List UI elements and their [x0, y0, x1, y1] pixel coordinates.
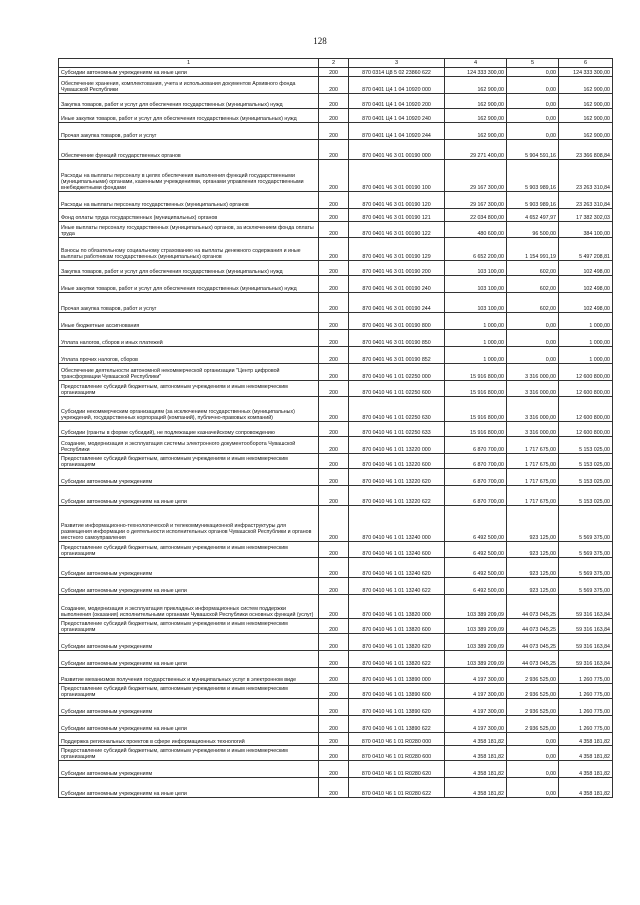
row-budget-code: 870 0410 Ч6 1 01 13240 620 — [349, 558, 445, 578]
row-admin-code: 200 — [319, 761, 349, 778]
row-executed-amount: 923 125,00 — [507, 542, 559, 558]
row-plan-amount: 15 916 800,00 — [445, 422, 507, 437]
row-admin-code: 200 — [319, 684, 349, 699]
row-executed-amount: 0,00 — [507, 778, 559, 798]
row-admin-code: 200 — [319, 578, 349, 595]
row-name: Иные закупки товаров, работ и услуг для обеспечения государственных (муниципальных) нужд — [59, 109, 319, 123]
row-name: Создание, модернизация и эксплуатация системы электронного документооборота Чувашской Республики — [59, 437, 319, 454]
row-name: Субсидии автономным учреждениям — [59, 761, 319, 778]
row-plan-amount: 103 389 209,09 — [445, 595, 507, 619]
row-budget-code: 870 0410 Ч6 1 01 02250 633 — [349, 422, 445, 437]
row-executed-amount: 0,00 — [507, 94, 559, 109]
row-remaining-amount: 162 900,00 — [559, 109, 613, 123]
table-row — [59, 347, 613, 364]
row-executed-amount: 4 652 497,97 — [507, 209, 559, 222]
row-admin-code: 200 — [319, 651, 349, 668]
row-admin-code: 200 — [319, 542, 349, 558]
row-plan-amount: 124 333 300,00 — [445, 68, 507, 77]
row-budget-code: 870 0314 Ц8 5 02 23860 622 — [349, 68, 445, 77]
table-row — [59, 192, 613, 209]
table-row — [59, 364, 613, 381]
table-row — [59, 397, 613, 422]
row-executed-amount: 602,00 — [507, 261, 559, 276]
row-budget-code: 870 0410 Ч6 1 01 13820 000 — [349, 595, 445, 619]
row-budget-code: 870 0401 Ч6 3 01 00190 120 — [349, 192, 445, 209]
row-remaining-amount: 1 260 775,00 — [559, 699, 613, 716]
row-plan-amount: 29 167 300,00 — [445, 160, 507, 192]
row-executed-amount: 1 717 675,00 — [507, 469, 559, 486]
row-remaining-amount: 23 263 310,84 — [559, 192, 613, 209]
row-name: Поддержка региональных проектов в сфере информационных технологий — [59, 733, 319, 746]
row-remaining-amount: 12 600 800,00 — [559, 364, 613, 381]
row-name: Субсидии некоммерческим организациям (за исключением государственных (муниципальных) учреждений, государственных корпораций (компаний), публично-правовых компаний) — [59, 397, 319, 422]
table-row — [59, 222, 613, 238]
row-budget-code: 870 0410 Ч6 1 01 02250 600 — [349, 381, 445, 397]
row-remaining-amount: 17 382 302,03 — [559, 209, 613, 222]
row-remaining-amount: 59 316 163,84 — [559, 634, 613, 651]
row-plan-amount: 1 000,00 — [445, 313, 507, 330]
row-admin-code: 200 — [319, 634, 349, 651]
row-budget-code: 870 0410 Ч6 1 01 R0280 622 — [349, 778, 445, 798]
table-row — [59, 668, 613, 684]
row-admin-code: 200 — [319, 347, 349, 364]
row-name: Расходы на выплаты персоналу государственных (муниципальных) органов — [59, 192, 319, 209]
row-name: Закупка товаров, работ и услуг для обеспечения государственных (муниципальных) нужд — [59, 94, 319, 109]
row-admin-code: 200 — [319, 293, 349, 313]
row-admin-code: 200 — [319, 746, 349, 761]
row-admin-code: 200 — [319, 486, 349, 506]
row-admin-code: 200 — [319, 595, 349, 619]
row-remaining-amount: 59 316 163,84 — [559, 651, 613, 668]
row-plan-amount: 4 358 181,82 — [445, 761, 507, 778]
row-admin-code: 200 — [319, 192, 349, 209]
table-row — [59, 651, 613, 668]
row-budget-code: 870 0410 Ч6 1 01 13220 622 — [349, 486, 445, 506]
row-plan-amount: 6 870 700,00 — [445, 437, 507, 454]
row-executed-amount: 3 316 000,00 — [507, 364, 559, 381]
row-budget-code: 870 0410 Ч6 1 01 13890 620 — [349, 699, 445, 716]
row-plan-amount: 6 870 700,00 — [445, 486, 507, 506]
row-admin-code: 200 — [319, 619, 349, 634]
row-name: Предоставление субсидий бюджетным, автономным учреждениям и иным некоммерческим организациям — [59, 684, 319, 699]
table-row — [59, 160, 613, 192]
row-name: Субсидии автономным учреждениям — [59, 469, 319, 486]
row-remaining-amount: 5 153 025,00 — [559, 454, 613, 469]
row-name: Субсидии автономным учреждениям — [59, 699, 319, 716]
row-remaining-amount: 12 600 800,00 — [559, 422, 613, 437]
table-row — [59, 261, 613, 276]
row-budget-code: 870 0401 Ц4 1 04 10920 200 — [349, 94, 445, 109]
row-budget-code: 870 0410 Ч6 1 01 13820 620 — [349, 634, 445, 651]
row-budget-code: 870 0410 Ч6 1 01 13220 620 — [349, 469, 445, 486]
row-plan-amount: 162 900,00 — [445, 109, 507, 123]
row-plan-amount: 4 358 181,82 — [445, 746, 507, 761]
row-plan-amount: 1 000,00 — [445, 347, 507, 364]
table-row — [59, 313, 613, 330]
row-plan-amount: 29 271 400,00 — [445, 140, 507, 160]
row-name: Обеспечение деятельности автономной некоммерческой организации "Центр цифровой трансформации Чувашской Республики" — [59, 364, 319, 381]
column-header: 4 — [445, 59, 507, 68]
row-plan-amount: 4 358 181,82 — [445, 733, 507, 746]
row-budget-code: 870 0410 Ч6 1 01 13820 600 — [349, 619, 445, 634]
row-admin-code: 200 — [319, 68, 349, 77]
table-row — [59, 94, 613, 109]
row-budget-code: 870 0410 Ч6 1 01 02250 000 — [349, 364, 445, 381]
row-executed-amount: 1 717 675,00 — [507, 486, 559, 506]
table-row — [59, 469, 613, 486]
row-remaining-amount: 23 263 310,84 — [559, 160, 613, 192]
row-executed-amount: 923 125,00 — [507, 558, 559, 578]
row-budget-code: 870 0410 Ч6 1 01 13240 600 — [349, 542, 445, 558]
row-budget-code: 870 0410 Ч6 1 01 13240 000 — [349, 506, 445, 542]
row-admin-code: 200 — [319, 778, 349, 798]
table-row — [59, 578, 613, 595]
table-header-row — [59, 59, 613, 68]
row-executed-amount: 44 073 045,25 — [507, 634, 559, 651]
row-name: Субсидии автономным учреждениям — [59, 558, 319, 578]
row-remaining-amount: 5 569 375,00 — [559, 542, 613, 558]
row-name: Закупка товаров, работ и услуг для обеспечения государственных (муниципальных) нужд — [59, 261, 319, 276]
column-header: 1 — [59, 59, 319, 68]
row-remaining-amount: 59 316 163,84 — [559, 619, 613, 634]
row-remaining-amount: 5 153 025,00 — [559, 437, 613, 454]
row-budget-code: 870 0410 Ч6 1 01 13820 622 — [349, 651, 445, 668]
row-remaining-amount: 102 498,00 — [559, 276, 613, 293]
row-budget-code: 870 0410 Ч6 1 01 R0280 600 — [349, 746, 445, 761]
row-plan-amount: 480 600,00 — [445, 222, 507, 238]
row-plan-amount: 6 870 700,00 — [445, 469, 507, 486]
row-name: Уплата прочих налогов, сборов — [59, 347, 319, 364]
row-admin-code: 200 — [319, 668, 349, 684]
row-remaining-amount: 102 498,00 — [559, 293, 613, 313]
row-executed-amount: 0,00 — [507, 68, 559, 77]
row-admin-code: 200 — [319, 469, 349, 486]
row-budget-code: 870 0401 Ц4 1 04 10920 000 — [349, 77, 445, 94]
row-executed-amount: 3 316 000,00 — [507, 422, 559, 437]
row-executed-amount: 2 936 525,00 — [507, 668, 559, 684]
row-plan-amount: 6 870 700,00 — [445, 454, 507, 469]
row-budget-code: 870 0401 Ч6 3 01 00190 852 — [349, 347, 445, 364]
row-name: Предоставление субсидий бюджетным, автономным учреждениям и иным некоммерческим организациям — [59, 454, 319, 469]
row-admin-code: 200 — [319, 397, 349, 422]
row-remaining-amount: 4 358 181,82 — [559, 778, 613, 798]
row-plan-amount: 103 389 209,09 — [445, 619, 507, 634]
row-executed-amount: 5 904 591,16 — [507, 140, 559, 160]
row-remaining-amount: 5 569 375,00 — [559, 578, 613, 595]
row-plan-amount: 103 100,00 — [445, 261, 507, 276]
row-plan-amount: 6 652 200,00 — [445, 238, 507, 261]
row-budget-code: 870 0401 Ч6 3 01 00190 122 — [349, 222, 445, 238]
row-plan-amount: 15 916 800,00 — [445, 381, 507, 397]
table-row — [59, 558, 613, 578]
table-row — [59, 761, 613, 778]
row-plan-amount: 15 916 800,00 — [445, 397, 507, 422]
row-remaining-amount: 102 498,00 — [559, 261, 613, 276]
row-executed-amount: 3 316 000,00 — [507, 381, 559, 397]
row-remaining-amount: 1 000,00 — [559, 330, 613, 347]
row-name: Расходы на выплаты персоналу в целях обеспечения выполнения функций государственными (муниципальными) органами, казенными учреждениями, органами управления государственными внебюджетными фондами — [59, 160, 319, 192]
row-executed-amount: 602,00 — [507, 293, 559, 313]
row-budget-code: 870 0401 Ч6 3 01 00190 244 — [349, 293, 445, 313]
table-row — [59, 276, 613, 293]
table-row — [59, 109, 613, 123]
row-executed-amount: 5 903 989,16 — [507, 160, 559, 192]
row-remaining-amount: 1 000,00 — [559, 313, 613, 330]
row-name: Субсидии автономным учреждениям — [59, 634, 319, 651]
row-plan-amount: 4 197 300,00 — [445, 668, 507, 684]
row-plan-amount: 22 034 800,00 — [445, 209, 507, 222]
row-budget-code: 870 0401 Ч6 3 01 00190 240 — [349, 276, 445, 293]
table-row — [59, 699, 613, 716]
table-row — [59, 778, 613, 798]
row-budget-code: 870 0410 Ч6 1 01 13890 622 — [349, 716, 445, 733]
column-header: 3 — [349, 59, 445, 68]
row-executed-amount: 2 936 525,00 — [507, 699, 559, 716]
row-budget-code: 870 0401 Ч6 3 01 00190 000 — [349, 140, 445, 160]
table-row — [59, 733, 613, 746]
row-remaining-amount: 23 366 808,84 — [559, 140, 613, 160]
row-plan-amount: 103 100,00 — [445, 276, 507, 293]
row-admin-code: 200 — [319, 94, 349, 109]
row-executed-amount: 0,00 — [507, 109, 559, 123]
row-remaining-amount: 162 900,00 — [559, 77, 613, 94]
row-name: Субсидии автономным учреждениям на иные цели — [59, 778, 319, 798]
row-admin-code: 200 — [319, 276, 349, 293]
table-row — [59, 68, 613, 77]
table-row — [59, 486, 613, 506]
row-plan-amount: 162 900,00 — [445, 123, 507, 140]
row-admin-code: 200 — [319, 454, 349, 469]
table-row — [59, 209, 613, 222]
row-admin-code: 200 — [319, 160, 349, 192]
row-name: Субсидии (гранты в форме субсидий), не подлежащие казначейскому сопровождению — [59, 422, 319, 437]
row-remaining-amount: 5 153 025,00 — [559, 469, 613, 486]
column-header: 6 — [559, 59, 613, 68]
row-executed-amount: 44 073 045,25 — [507, 595, 559, 619]
row-executed-amount: 5 903 989,16 — [507, 192, 559, 209]
row-remaining-amount: 1 000,00 — [559, 347, 613, 364]
row-budget-code: 870 0410 Ч6 1 01 13220 600 — [349, 454, 445, 469]
row-name: Субсидии автономным учреждениям на иные цели — [59, 578, 319, 595]
page-number: 128 — [313, 36, 327, 46]
row-admin-code: 200 — [319, 506, 349, 542]
table-row — [59, 684, 613, 699]
table-row — [59, 506, 613, 542]
table-row — [59, 634, 613, 651]
row-admin-code: 200 — [319, 109, 349, 123]
row-admin-code: 200 — [319, 733, 349, 746]
row-plan-amount: 4 197 300,00 — [445, 684, 507, 699]
table-row — [59, 123, 613, 140]
row-remaining-amount: 384 100,00 — [559, 222, 613, 238]
row-remaining-amount: 1 260 775,00 — [559, 716, 613, 733]
row-budget-code: 870 0401 Ч6 3 01 00190 121 — [349, 209, 445, 222]
row-name: Иные закупки товаров, работ и услуг для обеспечения государственных (муниципальных) нужд — [59, 276, 319, 293]
row-plan-amount: 15 916 800,00 — [445, 364, 507, 381]
row-budget-code: 870 0410 Ч6 1 01 13240 622 — [349, 578, 445, 595]
row-name: Прочая закупка товаров, работ и услуг — [59, 293, 319, 313]
row-budget-code: 870 0401 Ц4 1 04 10920 244 — [349, 123, 445, 140]
row-admin-code: 200 — [319, 123, 349, 140]
table-row — [59, 437, 613, 454]
row-name: Предоставление субсидий бюджетным, автономным учреждениям и иным некоммерческим организациям — [59, 619, 319, 634]
row-name: Субсидии автономным учреждениям на иные цели — [59, 486, 319, 506]
row-executed-amount: 1 154 991,19 — [507, 238, 559, 261]
table-row — [59, 716, 613, 733]
row-executed-amount: 0,00 — [507, 330, 559, 347]
row-executed-amount: 0,00 — [507, 347, 559, 364]
row-plan-amount: 1 000,00 — [445, 330, 507, 347]
row-remaining-amount: 12 600 800,00 — [559, 397, 613, 422]
row-admin-code: 200 — [319, 437, 349, 454]
table-row — [59, 542, 613, 558]
row-executed-amount: 44 073 045,25 — [507, 651, 559, 668]
row-plan-amount: 4 197 300,00 — [445, 699, 507, 716]
row-admin-code: 200 — [319, 140, 349, 160]
table-row — [59, 746, 613, 761]
row-plan-amount: 103 100,00 — [445, 293, 507, 313]
row-remaining-amount: 5 569 375,00 — [559, 506, 613, 542]
row-name: Субсидии автономным учреждениям на иные цели — [59, 716, 319, 733]
row-admin-code: 200 — [319, 261, 349, 276]
row-name: Развитие механизмов получения государственных и муниципальных услуг в электронном виде — [59, 668, 319, 684]
row-budget-code: 870 0401 Ч6 3 01 00190 100 — [349, 160, 445, 192]
row-remaining-amount: 12 600 800,00 — [559, 381, 613, 397]
row-plan-amount: 162 900,00 — [445, 77, 507, 94]
row-executed-amount: 0,00 — [507, 77, 559, 94]
row-plan-amount: 6 492 500,00 — [445, 506, 507, 542]
row-budget-code: 870 0410 Ч6 1 01 R0280 000 — [349, 733, 445, 746]
row-remaining-amount: 162 900,00 — [559, 94, 613, 109]
row-executed-amount: 0,00 — [507, 761, 559, 778]
row-budget-code: 870 0410 Ч6 1 01 13890 000 — [349, 668, 445, 684]
table-row — [59, 454, 613, 469]
row-budget-code: 870 0401 Ч6 3 01 00190 200 — [349, 261, 445, 276]
row-executed-amount: 0,00 — [507, 733, 559, 746]
row-executed-amount: 0,00 — [507, 313, 559, 330]
row-admin-code: 200 — [319, 422, 349, 437]
row-budget-code: 870 0401 Ч6 3 01 00190 850 — [349, 330, 445, 347]
row-name: Субсидии автономным учреждениям на иные цели — [59, 68, 319, 77]
row-plan-amount: 6 492 500,00 — [445, 542, 507, 558]
row-executed-amount: 0,00 — [507, 123, 559, 140]
row-executed-amount: 923 125,00 — [507, 506, 559, 542]
row-remaining-amount: 5 153 025,00 — [559, 486, 613, 506]
column-header: 2 — [319, 59, 349, 68]
row-name: Иные бюджетные ассигнования — [59, 313, 319, 330]
row-budget-code: 870 0410 Ч6 1 01 02250 630 — [349, 397, 445, 422]
row-name: Развитие информационно-технологической и телекоммуникационной инфраструктуры для размещения информации о деятельности исполнительных органов Чувашской Республики и органов местного самоуправления — [59, 506, 319, 542]
row-remaining-amount: 4 358 181,82 — [559, 733, 613, 746]
row-remaining-amount: 124 333 300,00 — [559, 68, 613, 77]
row-admin-code: 200 — [319, 364, 349, 381]
row-plan-amount: 162 900,00 — [445, 94, 507, 109]
row-admin-code: 200 — [319, 222, 349, 238]
row-remaining-amount: 59 316 163,84 — [559, 595, 613, 619]
row-admin-code: 200 — [319, 77, 349, 94]
row-name: Уплата налогов, сборов и иных платежей — [59, 330, 319, 347]
row-name: Субсидии автономным учреждениям на иные цели — [59, 651, 319, 668]
budget-table — [58, 58, 613, 798]
row-budget-code: 870 0401 Ч6 3 01 00190 800 — [349, 313, 445, 330]
row-admin-code: 200 — [319, 699, 349, 716]
row-budget-code: 870 0410 Ч6 1 01 R0280 620 — [349, 761, 445, 778]
row-remaining-amount: 4 358 181,82 — [559, 761, 613, 778]
row-name: Предоставление субсидий бюджетным, автономным учреждениям и иным некоммерческим организациям — [59, 542, 319, 558]
table-row — [59, 422, 613, 437]
row-admin-code: 200 — [319, 381, 349, 397]
row-executed-amount: 96 500,00 — [507, 222, 559, 238]
row-plan-amount: 103 389 209,09 — [445, 651, 507, 668]
row-executed-amount: 1 717 675,00 — [507, 437, 559, 454]
table-row — [59, 77, 613, 94]
row-remaining-amount: 4 358 181,82 — [559, 746, 613, 761]
row-name: Предоставление субсидий бюджетным, автономным учреждениям и иным некоммерческим организациям — [59, 381, 319, 397]
row-name: Создание, модернизация и эксплуатация прикладных информационных систем поддержки выполнения (оказания) исполнительными органами Чувашской Республики основных функций (услуг) — [59, 595, 319, 619]
table-row — [59, 238, 613, 261]
row-admin-code: 200 — [319, 313, 349, 330]
row-name: Прочая закупка товаров, работ и услуг — [59, 123, 319, 140]
row-plan-amount: 6 492 500,00 — [445, 578, 507, 595]
table-row — [59, 293, 613, 313]
table-row — [59, 595, 613, 619]
row-name: Обеспечение функций государственных органов — [59, 140, 319, 160]
row-admin-code: 200 — [319, 238, 349, 261]
row-plan-amount: 6 492 500,00 — [445, 558, 507, 578]
row-executed-amount: 0,00 — [507, 746, 559, 761]
row-executed-amount: 923 125,00 — [507, 578, 559, 595]
row-admin-code: 200 — [319, 330, 349, 347]
row-executed-amount: 2 936 525,00 — [507, 716, 559, 733]
row-plan-amount: 103 389 209,09 — [445, 634, 507, 651]
row-executed-amount: 602,00 — [507, 276, 559, 293]
row-executed-amount: 3 316 000,00 — [507, 397, 559, 422]
row-name: Фонд оплаты труда государственных (муниципальных) органов — [59, 209, 319, 222]
row-name: Взносы по обязательному социальному страхованию на выплаты денежного содержания и иные выплаты работникам государственных (муниципальных) органов — [59, 238, 319, 261]
table-row — [59, 140, 613, 160]
row-budget-code: 870 0401 Ч6 3 01 00190 129 — [349, 238, 445, 261]
row-admin-code: 200 — [319, 558, 349, 578]
row-budget-code: 870 0410 Ч6 1 01 13890 600 — [349, 684, 445, 699]
table-row — [59, 381, 613, 397]
table-row — [59, 330, 613, 347]
row-admin-code: 200 — [319, 716, 349, 733]
row-remaining-amount: 162 900,00 — [559, 123, 613, 140]
row-budget-code: 870 0410 Ч6 1 01 13220 000 — [349, 437, 445, 454]
row-remaining-amount: 1 260 775,00 — [559, 668, 613, 684]
row-remaining-amount: 5 497 208,81 — [559, 238, 613, 261]
row-executed-amount: 2 936 525,00 — [507, 684, 559, 699]
row-name: Обеспечение хранения, комплектования, учета и использования документов Архивного фонда Чувашской Республики — [59, 77, 319, 94]
column-header: 5 — [507, 59, 559, 68]
row-remaining-amount: 1 260 775,00 — [559, 684, 613, 699]
row-plan-amount: 4 197 300,00 — [445, 716, 507, 733]
row-executed-amount: 44 073 045,25 — [507, 619, 559, 634]
row-executed-amount: 1 717 675,00 — [507, 454, 559, 469]
row-remaining-amount: 5 569 375,00 — [559, 558, 613, 578]
row-plan-amount: 4 358 181,82 — [445, 778, 507, 798]
row-admin-code: 200 — [319, 209, 349, 222]
row-plan-amount: 29 167 300,00 — [445, 192, 507, 209]
row-name: Иные выплаты персоналу государственных (муниципальных) органов, за исключением фонда оплаты труда — [59, 222, 319, 238]
row-budget-code: 870 0401 Ц4 1 04 10920 240 — [349, 109, 445, 123]
table-row — [59, 619, 613, 634]
row-name: Предоставление субсидий бюджетным, автономным учреждениям и иным некоммерческим организациям — [59, 746, 319, 761]
